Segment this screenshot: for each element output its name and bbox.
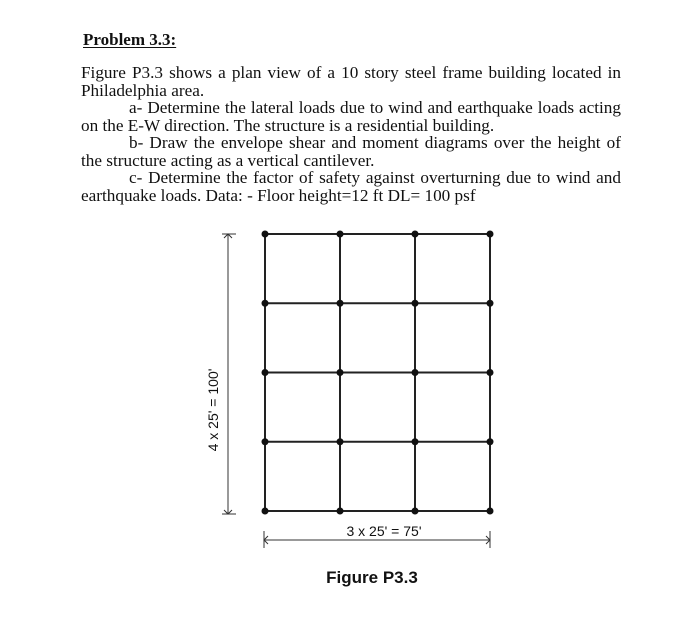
column-node bbox=[262, 300, 269, 307]
column-node bbox=[487, 231, 494, 238]
column-node bbox=[337, 369, 344, 376]
column-node bbox=[412, 508, 419, 515]
column-node bbox=[262, 369, 269, 376]
frame-grid-lines bbox=[265, 234, 490, 511]
problem-part-b: b- Draw the envelope shear and moment diagrams over the height of the structure acting as a vertical cantilever. bbox=[81, 133, 621, 170]
problem-intro: Figure P3.3 shows a plan view of a 10 story steel frame building located in Philadelphia area. bbox=[81, 63, 621, 100]
column-node bbox=[487, 438, 494, 445]
column-node bbox=[487, 369, 494, 376]
column-node bbox=[487, 300, 494, 307]
column-node bbox=[337, 508, 344, 515]
problem-part-c: c- Determine the factor of safety against overturning due to wind and earthquake loads. Data: - Floor height=12 ft DL= 100 psf bbox=[81, 168, 621, 205]
column-node bbox=[262, 231, 269, 238]
horizontal-dimension bbox=[264, 523, 490, 548]
column-node bbox=[337, 438, 344, 445]
vertical-dimension bbox=[205, 234, 236, 514]
problem-title: Problem 3.3: bbox=[83, 30, 177, 49]
column-node bbox=[262, 508, 269, 515]
figure-caption: Figure P3.3 bbox=[326, 568, 418, 587]
vertical-dimension-label: 4 x 25' = 100' bbox=[205, 368, 221, 452]
column-node bbox=[487, 508, 494, 515]
column-node bbox=[337, 231, 344, 238]
column-node bbox=[262, 438, 269, 445]
horizontal-dimension-label: 3 x 25' = 75' bbox=[346, 523, 422, 539]
column-node bbox=[337, 300, 344, 307]
column-node bbox=[412, 300, 419, 307]
problem-part-a: a- Determine the lateral loads due to wind and earthquake loads acting on the E-W direction. The structure is a residential building. bbox=[81, 98, 621, 135]
column-node bbox=[412, 438, 419, 445]
column-node bbox=[412, 369, 419, 376]
column-node bbox=[412, 231, 419, 238]
